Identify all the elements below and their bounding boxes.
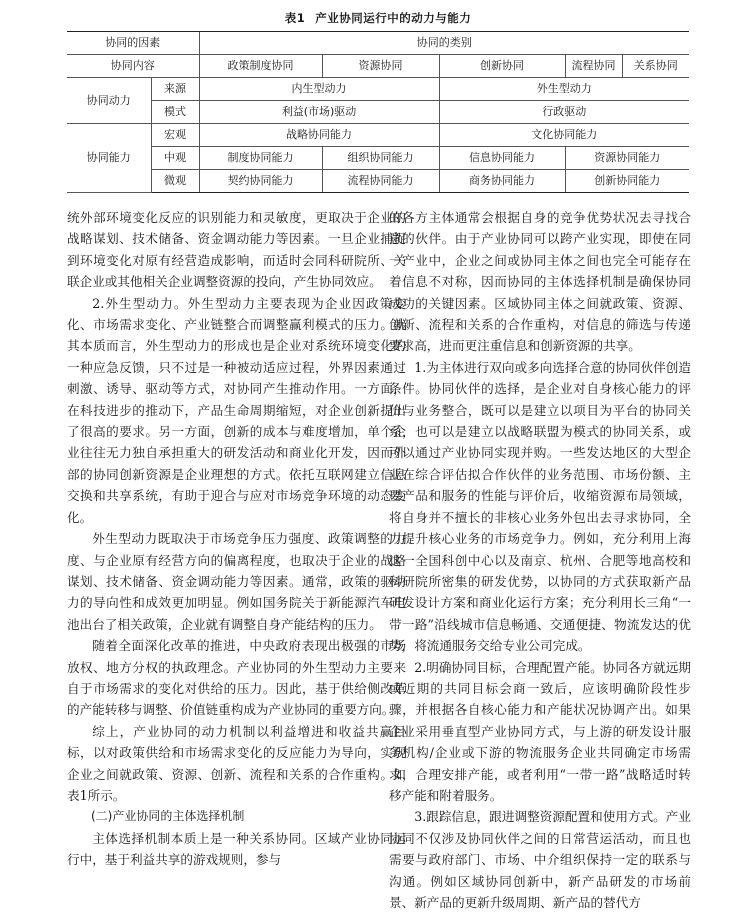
paragraph: 2.外生型动力。外生型动力主要表现为企业因政策变化、市场需求变化、产业链整合而调整赢利模式的压力。就其本质而言，外生型动力的形成也是企业对系统环境变化的一种应急反馈，只不过是一种被动适应过程，外界因素通过刺激、诱导、驱动等方式，对协同产生推动作用。一方面，在科技进步的推动下，产品生命周期缩短，对企业创新提出了很高的要求。另一方面，创新的成本与难度增加，单个企业往往无力独自承担重大的研发活动和商业化开发，因而外部的协同创新资源是企业理想的方式。依托互联网建立信息交换和共享系统，有助于迎合与应对市场竞争环境的动态变化。 bbox=[67, 295, 406, 525]
paragraph: 外生型动力既取决于市场竞争压力强度、政策调整的力度、与企业原有经营方向的偏离程度，也取决于企业的战略谋划、技术储备、资金调动能力等因素。通常，政策的驱动力的导向性和成效更加明显。例如国务院关于新能源汽车电池出台了相关政策，企业就有调整自身产能结构的压力。 bbox=[67, 531, 406, 632]
table-cell: 中观 bbox=[151, 147, 199, 170]
right-column bbox=[389, 207, 691, 913]
section-heading: (二)产业协同的主体选择机制 bbox=[91, 809, 245, 824]
table-cell: 流程协同能力 bbox=[322, 170, 439, 193]
paragraph: 的各方主体通常会根据自身的竞争优势状况去寻找合意的伙伴。由于产业协同可以跨产业实现，即使在同一产业中，企业之间或协同主体之间也完全可能存在着信息不对称，因而协同的主体选择机制是确保协同成功的关键因素。区域协同主体之间就政策、资源、创新、流程和关系的合作重构，对信息的筛选与传递要求高，进而更注重信息和创新资源的共享。 bbox=[389, 210, 691, 354]
table-cell: 利益(市场)驱动 bbox=[199, 101, 439, 124]
table-cell: 制度协同能力 bbox=[199, 147, 322, 170]
paragraph: 统外部环境变化反应的识别能力和灵敏度，更取决于企业的战略谋划、技术储备、资金调动能力等因素。一旦企业捕捉到环境变化对原有经营造成影响，而适时会同科研院所、关联企业或其他相关企业调整资源的投向，产生协同效应。 bbox=[67, 210, 406, 290]
table-cell: 内生型动力 bbox=[199, 78, 439, 101]
table-cell: 流程协同 bbox=[565, 55, 622, 78]
paragraph: 主体选择机制本质上是一种关系协同。区域产业协同运行中，基于利益共享的游戏规则，参与 bbox=[67, 830, 406, 868]
table-cell: 来源 bbox=[151, 78, 199, 101]
left-column bbox=[67, 207, 406, 871]
table-cell: 关系协同 bbox=[622, 55, 689, 78]
table-number: 表1 bbox=[284, 11, 306, 25]
table-title: 产业协同运行中的动力与能力 bbox=[315, 11, 472, 25]
table-cell: 行政驱动 bbox=[439, 101, 689, 124]
table-row bbox=[67, 101, 689, 124]
table-row bbox=[67, 55, 689, 78]
table-caption bbox=[0, 10, 756, 26]
table-row bbox=[67, 170, 689, 193]
paragraph: 随着全面深化改革的推进，中央政府表现出极强的市场放权、地方分权的执政理念。产业协同的外生型动力主要来自于市场需求的变化对供给的压力。因此，基于供给侧改革的产能转移与调整、价值链重构成为产业协同的重要方向。 bbox=[67, 638, 406, 718]
table-cell: 外生型动力 bbox=[439, 78, 689, 101]
table-cell: 信息协同能力 bbox=[439, 147, 565, 170]
paragraph: 3.跟踪信息，跟进调整资源配置和使用方式。产业协同不仅涉及协同伙伴之间的日常营运活动，而且也需要与政府部门、市场、中介组织保持一定的联系与沟通。例如区域协同创新中，新产品研发的市场前景、新产品的更新升级周期、新产品的替代方 bbox=[389, 809, 691, 910]
table-cell: 微观 bbox=[151, 170, 199, 193]
table-cell: 协同能力 bbox=[67, 124, 151, 193]
table-cell: 政策制度协同 bbox=[199, 55, 322, 78]
table-cell: 文化协同能力 bbox=[439, 124, 689, 147]
table-row bbox=[67, 32, 689, 55]
paragraph: 综上，产业协同的动力机制以利益增进和收益共赢目标，以对政策供给和市场需求变化的反应能力为导向，实现企业之间就政策、资源、创新、流程和关系的合作重构。如表1所示。 bbox=[67, 723, 406, 803]
paragraph: 2.明确协同目标，合理配置产能。协同各方就远期或近期的共同目标会商一致后，应该明确阶段性步骤，并根据各自核心能力和产能状况协调产出。如果企业采用垂直型产业协同方式，与上游的研发设计服务机构/企业或下游的物流服务企业共同确定市场需求，合理安排产能，或者利用“一带一路”战略适时转移产能和附着服务。 bbox=[389, 659, 691, 803]
table-row bbox=[67, 78, 689, 101]
table-cell: 模式 bbox=[151, 101, 199, 124]
table-cell: 协同的类别 bbox=[199, 32, 689, 55]
table-row bbox=[67, 147, 689, 170]
table-cell: 协同内容 bbox=[67, 55, 199, 78]
table-cell: 战略协同能力 bbox=[199, 124, 439, 147]
table-cell: 资源协同 bbox=[322, 55, 439, 78]
table-cell: 创新协同能力 bbox=[565, 170, 689, 193]
table-cell: 资源协同能力 bbox=[565, 147, 689, 170]
table-cell: 商务协同能力 bbox=[439, 170, 565, 193]
synergy-table bbox=[67, 31, 689, 193]
paragraph: 1.为主体进行双向或多向选择合意的协同伙伴创造条件。协同伙伴的选择，是企业对自身核心能力的评价与业务整合，既可以是建立以项目为平台的协同关系，也可以是建立以战略联盟为模式的协同关系，或可以通过产业协同实现并购。一些发达地区的大型企业在综合评估拟合作伙伴的业务范围、市场份额、主要产品和服务的性能与评价后，收缩资源布局领域，将自身并不擅长的非核心业务外包出去寻求协同，全力提升核心业务的市场竞争力。例如，充分利用上海这一全国科创中心以及南京、杭州、合肥等地高校和科研院所密集的研发优势，以协同的方式获取新产品研发设计方案和商业化运行方案；充分利用长三角“一带一路”沿线城市信息畅通、交通便捷、物流发达的优势，将流通服务交给专业公司完成。 bbox=[389, 359, 691, 654]
table-cell: 协同动力 bbox=[67, 78, 151, 124]
table-cell: 协同的因素 bbox=[67, 32, 199, 55]
table-row bbox=[67, 124, 689, 147]
table-cell: 宏观 bbox=[151, 124, 199, 147]
table-cell: 组织协同能力 bbox=[322, 147, 439, 170]
table-cell: 契约协同能力 bbox=[199, 170, 322, 193]
table-cell: 创新协同 bbox=[439, 55, 565, 78]
